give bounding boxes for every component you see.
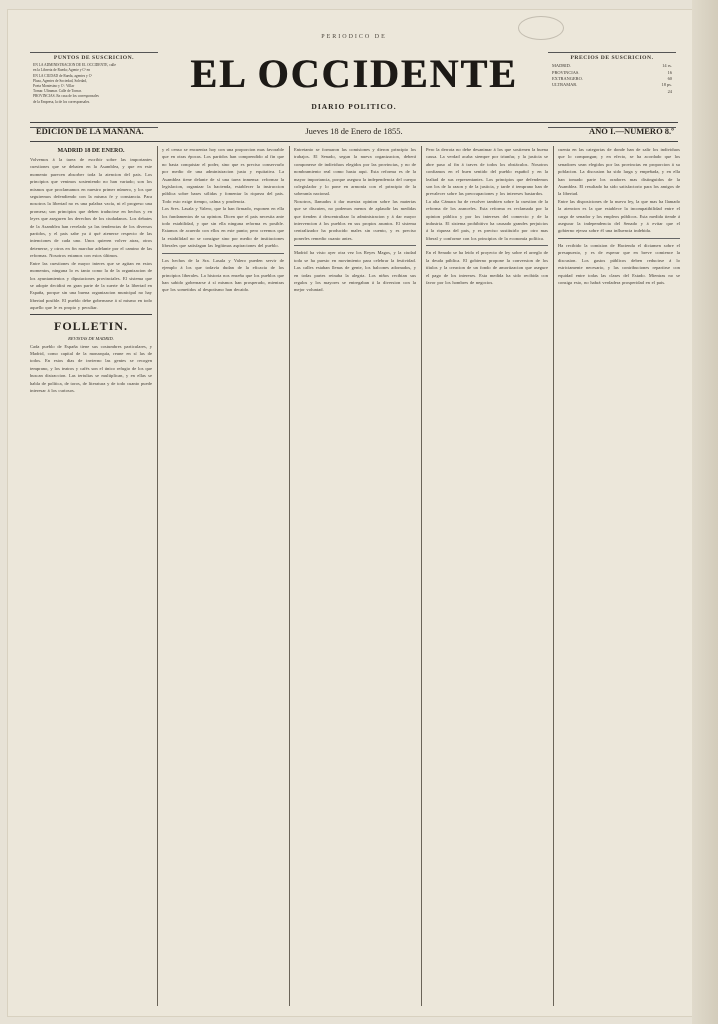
article-paragraph: cuenta en las categorias de donde han de salir los individuos que lo compongan; y en efecto, se ha acordado que los senadores sean elegidos por las provincias en proporcion á su poblacion. La discusion ha sido larga y empeñada, y en ella han tomado parte los oradores mas distinguidos de la Asamblea. El resultado ha sido satisfactorio para los amigos de la libertad. (558, 147, 680, 197)
price-value: 14 rs. (662, 63, 672, 69)
price-value: 18 ps. (661, 82, 672, 88)
article-paragraph: Entre las disposiciones de la nueva ley, la que mas ha llamado la atencion es la que establece la incompatibilidad entre el cargo de senador y los empleos públicos. Esta medida tiende á asegurar la independencia del Senado y á evitar que el gobierno ejerza sobre él una influencia indebida. (558, 198, 680, 234)
folletin-subheading: REVISTAS DE MADRID. (68, 335, 114, 341)
article-paragraph: Ha recibido la comision de Hacienda el dictamen sobre el presupuesto, y es de esperar que en breve comience la discusion. Los gastos públicos deben reducirse á lo estrictamente necesario, y las contribuciones repartirse con equidad entre todas las clases del Estado. Mientras no se consiga esto, no habrá verdadera prosperidad en el pais. (558, 242, 680, 285)
column-4 (426, 146, 548, 1006)
price-value: 16 (667, 69, 672, 75)
masthead (8, 10, 700, 130)
subscription-points-heading: PUNTOS DE SUSCRICION. (53, 55, 135, 61)
column-2 (162, 146, 284, 1006)
subscription-point-line: Tornar. Ultramar. Calle de Tornar. (33, 89, 82, 94)
subscription-point-line: Plaza, Agentes de Sociedad, Soledad, (33, 78, 87, 83)
article-columns (30, 146, 680, 1006)
column-divider (157, 146, 158, 1006)
article-paragraph: Pero la derrota no debe desanimar á los que sostienen la buena causa. La verdad acaba siempre por triunfar, y la justicia se abre paso al fin á traves de todos los obstáculos. Nosotros confiamos en el buen sentido del pueblo español y en la lealtad de sus representantes. Los principios que defendemos son los de la razon y de la justicia, y tarde ó temprano han de prevalecer sobre las preocupaciones y los intereses bastardos. (426, 147, 548, 197)
section-rule (426, 245, 548, 246)
subscription-point-line: de la Empresa, la de los corresponsales. (33, 99, 91, 104)
section-rule (294, 245, 416, 246)
article-paragraph: y el censo se encuentra hoy con una proporcion mas favorable que en otras épocas. Los partidos han comprendido al fin que no basta conquistar el poder, sino que es preciso conservarlo por medio de una administracion justa y equitativa. La Asamblea tiene delante de sí una tarea inmensa: reformar la legislacion, organizar la hacienda, establecer la instruccion pública sobre bases sólidas y fomentar la riqueza del pais. Todo esto exige tiempo, calma y prudencia. (162, 147, 284, 204)
price-label: PROVINCIAS. (552, 69, 580, 75)
issue-number: AÑO I.—NUMERO 8.º (589, 126, 674, 136)
article-paragraph: Los Sres. Lasala y Valero, que la han firmado, exponen en ella los fundamentos de su opinion. Dicen que el pais necesita ante todo estabilidad, y que sin ella ninguna reforma es posible. Estamos de acuerdo con ellos en este punto; pero creemos que la estabilidad no se consigue sino por medio de instituciones liberales que satisfagan las legítimas aspiraciones del pueblo. (162, 206, 284, 249)
section-rule (558, 238, 680, 239)
subscription-point-line: EN LA ADMINISTRACION DE EL OCCIDENTE, calle (33, 63, 117, 68)
article-paragraph: Entre las cuestiones de mayor interes que se agitan en estos momentos, ninguna lo es tanto como la de la organizacion de los ayuntamientos y diputaciones provinciales. El sistema que se adopte decidirá en gran parte de la suerte de la libertad en España, porque sin una buena organizacion municipal no hay libertad posible. El pueblo debe gobernarse á sí mismo en todo aquello que le es propio y peculiar. (30, 260, 152, 311)
price-label: EXTRANGERO. (552, 76, 583, 82)
edition-bar (30, 122, 678, 142)
masthead-supertitle: PERIODICO DE (321, 34, 387, 40)
subscription-point-line: PROVINCIAS. En casa de los corresponsales (33, 94, 99, 99)
price-label: ULTRAMAR. (552, 82, 578, 88)
subscription-points-box (30, 52, 158, 128)
section-rule (162, 253, 284, 254)
article-paragraph: Nosotros, llamados á dar nuestra opinion sobre las materias que se discuten, no podemos menos de aplaudir las medidas que tienden á descentralizar la administracion y á dar mayor intervencion á los pueblos en sus propios asuntos. El sistema centralizador ha producido males sin cuento, y es preciso ponerles remedio cuanto antes. (294, 198, 416, 241)
column-divider (289, 146, 290, 1006)
article-paragraph: Entretanto se formaron las comisiones y dieron principio los trabajos. El Senado, segun la nueva organizacion, deberá componerse de individuos elegidos por las provincias, y no de nombramiento real como hasta aqui. Esta reforma es de la mayor importancia, porque asegura la independencia del cuerpo colegislador y lo pone en armonía con el principio de la soberanía nacional. (294, 147, 416, 197)
article-paragraph: En el Senado se ha leido el proyecto de ley sobre el arreglo de la deuda pública. El gobierno propone la conversion de los títulos y la creacion de un fondo de amortizacion que asegure el pago de los intereses. Esta medida ha sido recibida con favor por los hombres de negocios. (426, 250, 548, 285)
folletin-heading: FOLLETIN. (53, 318, 128, 333)
issue-date: Jueves 18 de Enero de 1855. (305, 126, 403, 136)
price-row (548, 89, 676, 95)
article-paragraph: La alta Cámara ha de resolver tambien sobre la cuestion de la reforma de los aranceles. Esta reforma es reclamada por la opinion pública y por los intereses del comercio y de la industria. El sistema prohibitivo ha causado grandes perjuicios á la riqueza del pais, y es preciso sustituirlo por otro mas liberal y conforme con los principios de la economía política. (426, 198, 548, 241)
subscription-point-line: en la Libreria de Rueda; Agente y Cª en (33, 68, 91, 73)
column-3 (294, 146, 416, 1006)
column-divider (421, 146, 422, 1006)
subscription-point-line: Poeta Montesino y Cª. Villar (33, 84, 75, 89)
dateline-heading: MADRID 18 DE ENERO. (57, 148, 125, 154)
subscription-prices-heading: PRECIOS DE SUSCRICION. (570, 55, 654, 61)
page-edge (692, 0, 718, 1024)
newspaper-title: EL OCCIDENTE (190, 51, 518, 96)
article-paragraph: Madrid ha visto ayer otra vez los Reyes Magos, y la ciudad toda se ha puesto en movimiento para celebrar la festividad. Las calles estaban llenas de gente, los balcones adornados, y en todas partes reinaba la alegria. Los niños recibian sus regalos y los mayores se entregaban á la diversion con la mejor voluntad. (294, 250, 416, 293)
column-divider (553, 146, 554, 1006)
price-value: 60 (667, 76, 672, 82)
column-1 (30, 146, 152, 1006)
price-label: MADRID. (552, 63, 571, 69)
column-5 (558, 146, 680, 1006)
edition-label: EDICION DE LA MAÑANA. (36, 126, 144, 136)
article-paragraph: Volvemos á la tarea de escribir sobre las importantes cuestiones que se debaten en la Asamblea, y que en este momento parecen absorber toda la atencion del pais. Los principios que venimos sosteniendo no han variado; son los mismos que proclamamos en nuestro primer número, y los que seguiremos defendiendo con la misma fe y constancia. Para nosotros la libertad no es una palabra vacía, ni el progreso una promesa; son principios que deben traducirse en hechos y en leyes que aseguren los derechos de los ciudadanos. Los debates de la Asamblea han revelado ya las tendencias de los diversos partidos, y el pais sabe ya á qué atenerse respecto de las intenciones de cada uno. Unos quieren volver atras, otros detenerse, y otros en fin marchar adelante por el camino de las reformas. Nosotros estamos con estos últimos. (30, 157, 152, 259)
newspaper-page (8, 10, 700, 1016)
price-value: 24 (667, 88, 672, 94)
article-paragraph: Cada pueblo de España tiene sus costumbres particulares, y Madrid, como capital de la monarquía, reune en sí las de todos. En estos dias de invierno las gentes se recogen temprano, y los teatros y cafés son el único refugio de los que buscan distraccion. Las tertulias se multiplican, y en ellas se habla de política, de toros, de literatura y de todo cuanto puede interesar á los curiosos. (30, 343, 152, 393)
article-paragraph: Los hechos de la Sra. Lasala y Valero pueden servir de ejemplo á los que todavía dudan de la eficacia de los principios liberales. La historia nos enseña que los pueblos que han sabido gobernarse á sí mismos han prosperado, mientras que los sometidos al despotismo han decaido. (162, 257, 284, 293)
section-rule (30, 314, 152, 315)
subscription-prices-box (548, 52, 676, 128)
subscription-point-line: EN LA CIUDAD de Rueda, agentes y Cª (33, 73, 93, 78)
newspaper-subtitle: DIARIO POLITICO. (311, 102, 397, 111)
